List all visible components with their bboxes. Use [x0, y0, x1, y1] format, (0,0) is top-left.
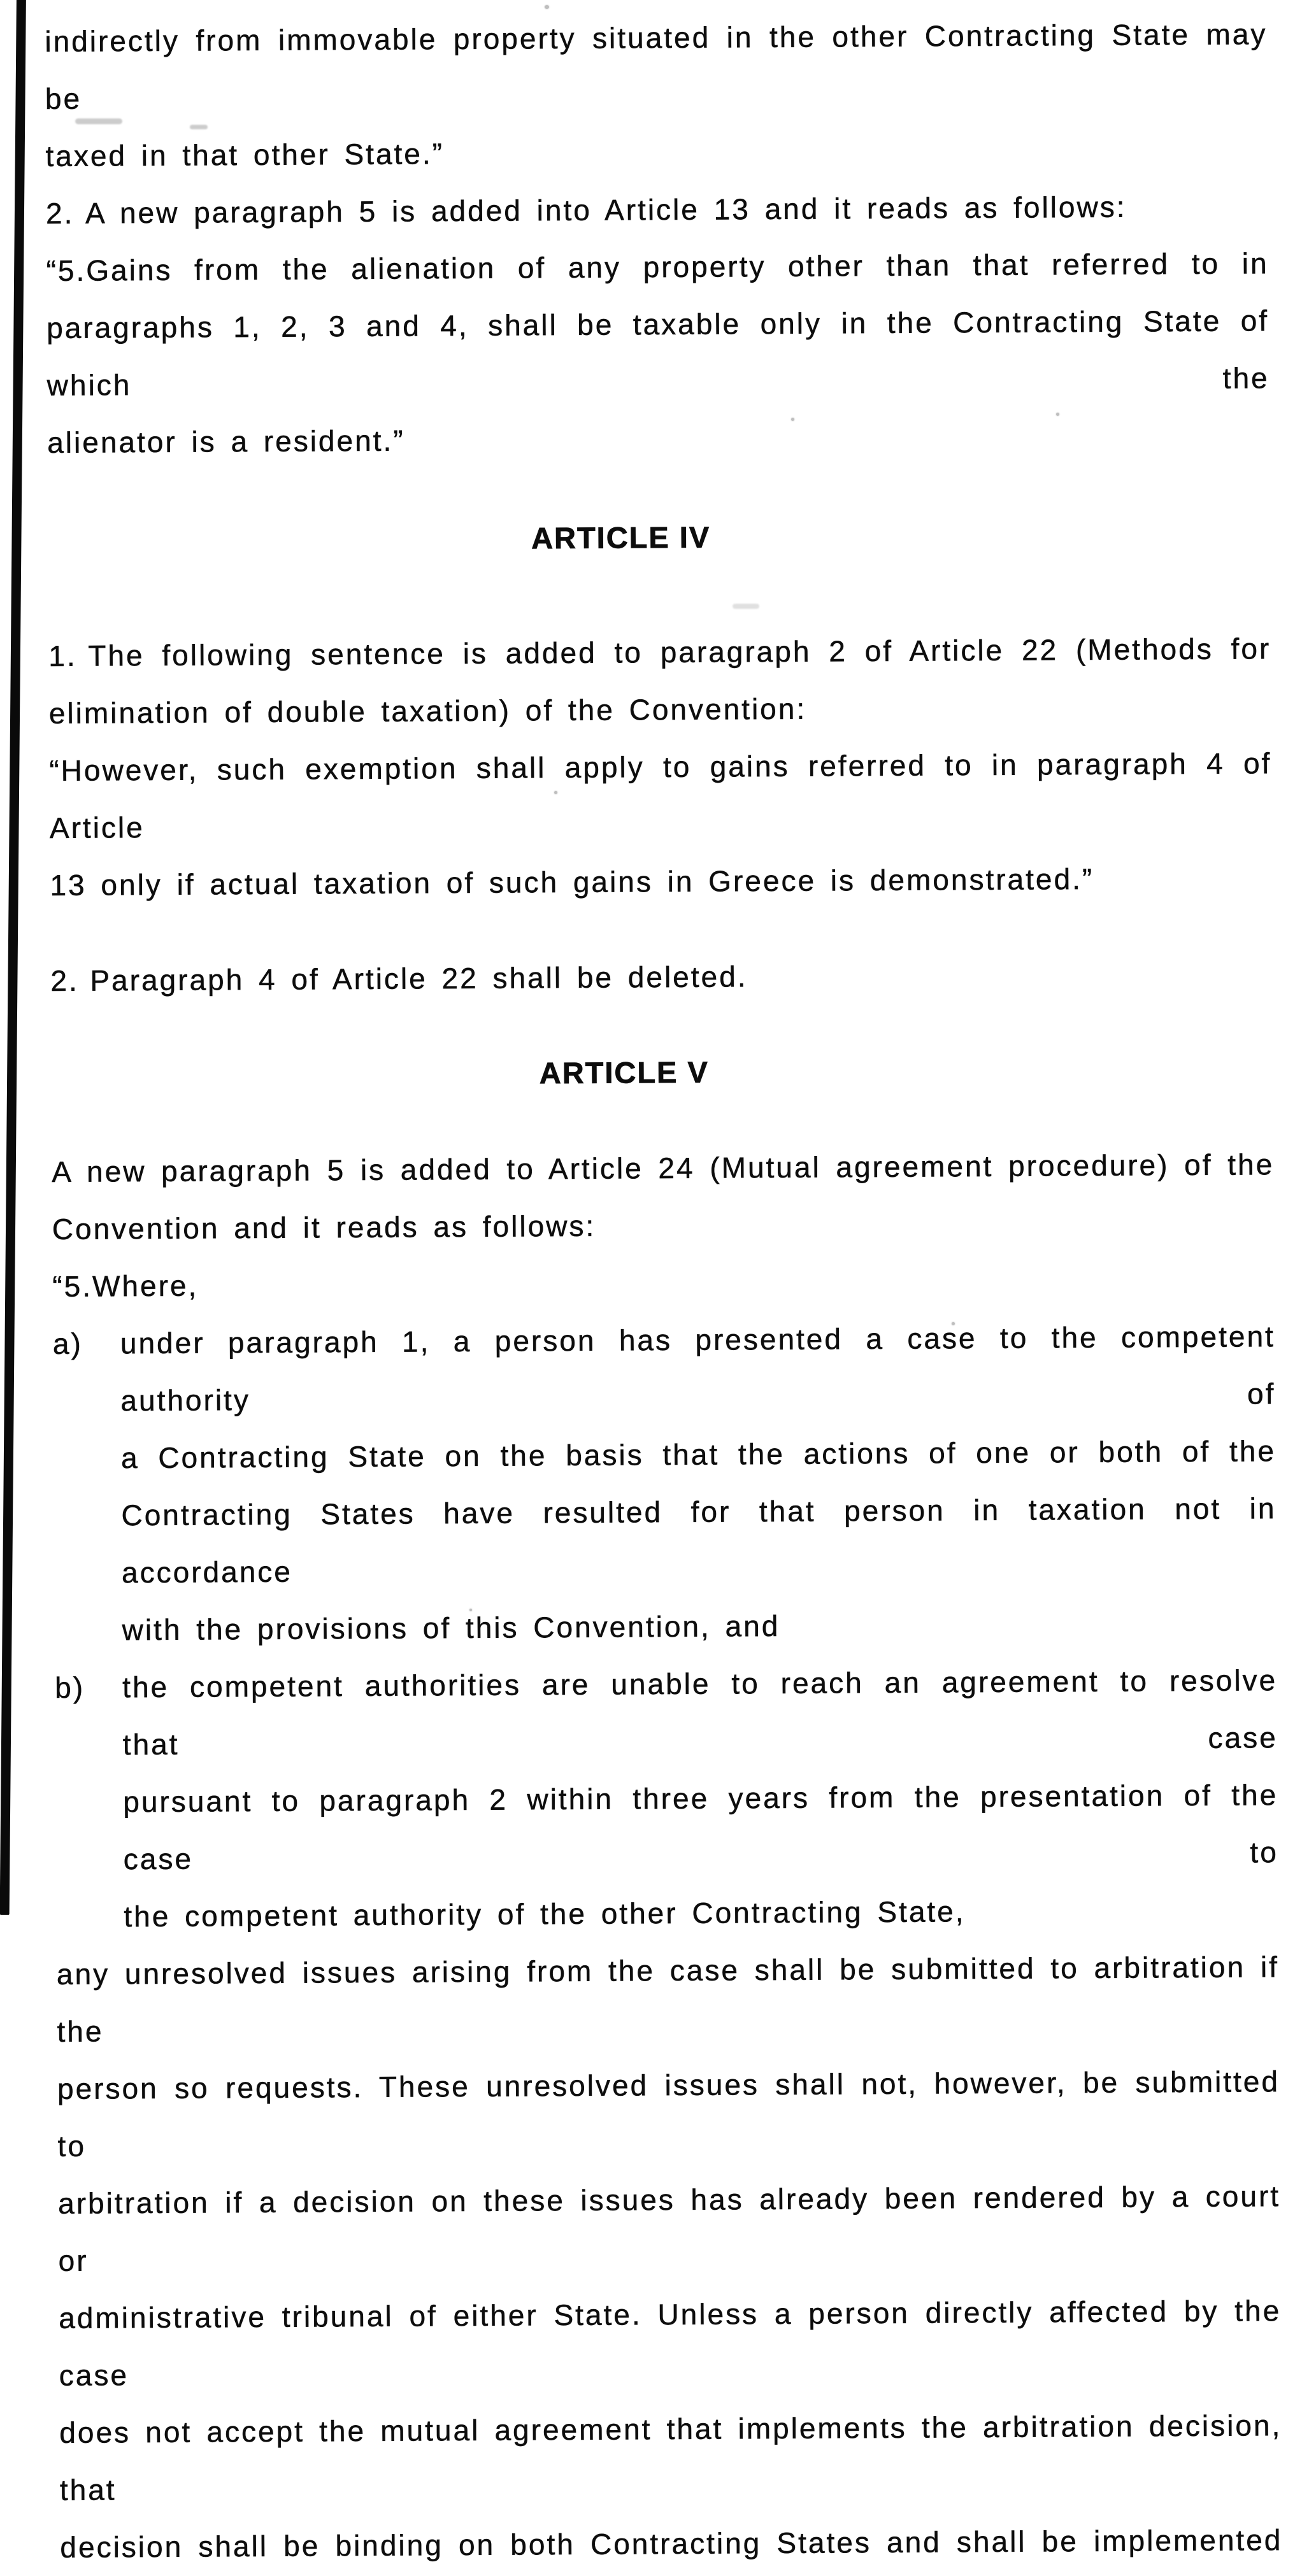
numbered-item-2-article22 [50, 944, 1273, 1009]
closing-para-line-6: decision shall be binding on both Contracting States and shall be implemented [60, 2523, 1283, 2564]
para-article24-line-2: Convention and it reads as follows: [52, 1209, 596, 1246]
numbered-item-2-article13 [46, 177, 1269, 242]
item-marker: 2. [50, 964, 79, 997]
quote-5-article13-line-3: alienator is a resident.” [47, 423, 405, 459]
item-a-marker: a) [52, 1327, 83, 1360]
item-a-line-4: with the provisions of this Convention, and [122, 1609, 780, 1647]
para-article24-line-1: A new paragraph 5 is added to Article 24 (Mutual agreement procedure) of the [52, 1148, 1275, 1188]
item-b-line-3: the competent authority of the other Contracting State, [124, 1895, 966, 1933]
item-a-line-2: a Contracting State on the basis that the actions of one or both of the [120, 1434, 1277, 1475]
item-b-marker: b) [55, 1670, 85, 1704]
para-immovable-line-1: indirectly from immovable property situated in the other Contracting State may be [45, 17, 1268, 115]
quote-text: Where, [92, 1269, 199, 1303]
quote-marker: “5. [46, 253, 87, 287]
quote-however-line-1: “However, such exemption shall apply to gains referred to in paragraph 4 of Article [49, 746, 1272, 844]
closing-para-line-2: person so requests. These unresolved issues shall not, however, be submitted to [57, 2065, 1280, 2163]
item-b-line-2: pursuant to paragraph 2 within three years from the presentation of the case to [123, 1778, 1278, 1876]
numbered-item-1-article22 [48, 620, 1271, 685]
item-marker: 1. [48, 639, 77, 672]
quoted-paragraph-5-article13 [46, 234, 1269, 299]
closing-para-line-3: arbitration if a decision on these issues has already been rendered by a court or [57, 2179, 1281, 2277]
quoted-paragraph-5-where [52, 1250, 1275, 1315]
article-iv-heading: ARTICLE IV [531, 520, 711, 555]
closing-para-line-4: administrative tribunal of either State. Unless a person directly affected by the case [59, 2294, 1282, 2392]
item-marker: 2. [45, 196, 75, 230]
item-a-line-3: Contracting States have resulted for that person in taxation not in accordance [121, 1491, 1277, 1590]
quote-marker: “5. [52, 1269, 93, 1303]
lettered-item-a [53, 1307, 1276, 1430]
article-v-heading: ARTICLE V [539, 1055, 709, 1090]
quote-5-article13-line-2: paragraphs 1, 2, 3 and 4, shall be taxable only in the Contracting State of which the [46, 304, 1270, 402]
item-b-text: the competent authorities are unable to reach an agreement to resolve that case [122, 1663, 1278, 1761]
closing-para-line-1: any unresolved issues arising from the case shall be submitted to arbitration if the [56, 1950, 1280, 2048]
item-a-text: under paragraph 1, a person has presented a case to the competent authority of [120, 1320, 1276, 1418]
item-text: The following sentence is added to paragraph 2 of Article 22 (Methods for [88, 632, 1271, 672]
item-text: Paragraph 4 of Article 22 shall be deleted. [90, 960, 748, 997]
quote-text: Gains from the alienation of any property other than that referred to in [86, 246, 1269, 287]
lettered-item-b [55, 1651, 1278, 1774]
numbered-item-1-article22-line-2: elimination of double taxation) of the Convention: [48, 692, 807, 730]
closing-para-line-5: does not accept the mutual agreement that implements the arbitration decision, that [59, 2409, 1282, 2507]
quote-however-line-2: 13 only if actual taxation of such gains in Greece is demonstrated.” [50, 862, 1094, 902]
para-immovable-line-2: taxed in that other State.” [45, 137, 445, 173]
item-text: A new paragraph 5 is added into Article 13 and it reads as follows: [85, 190, 1127, 230]
